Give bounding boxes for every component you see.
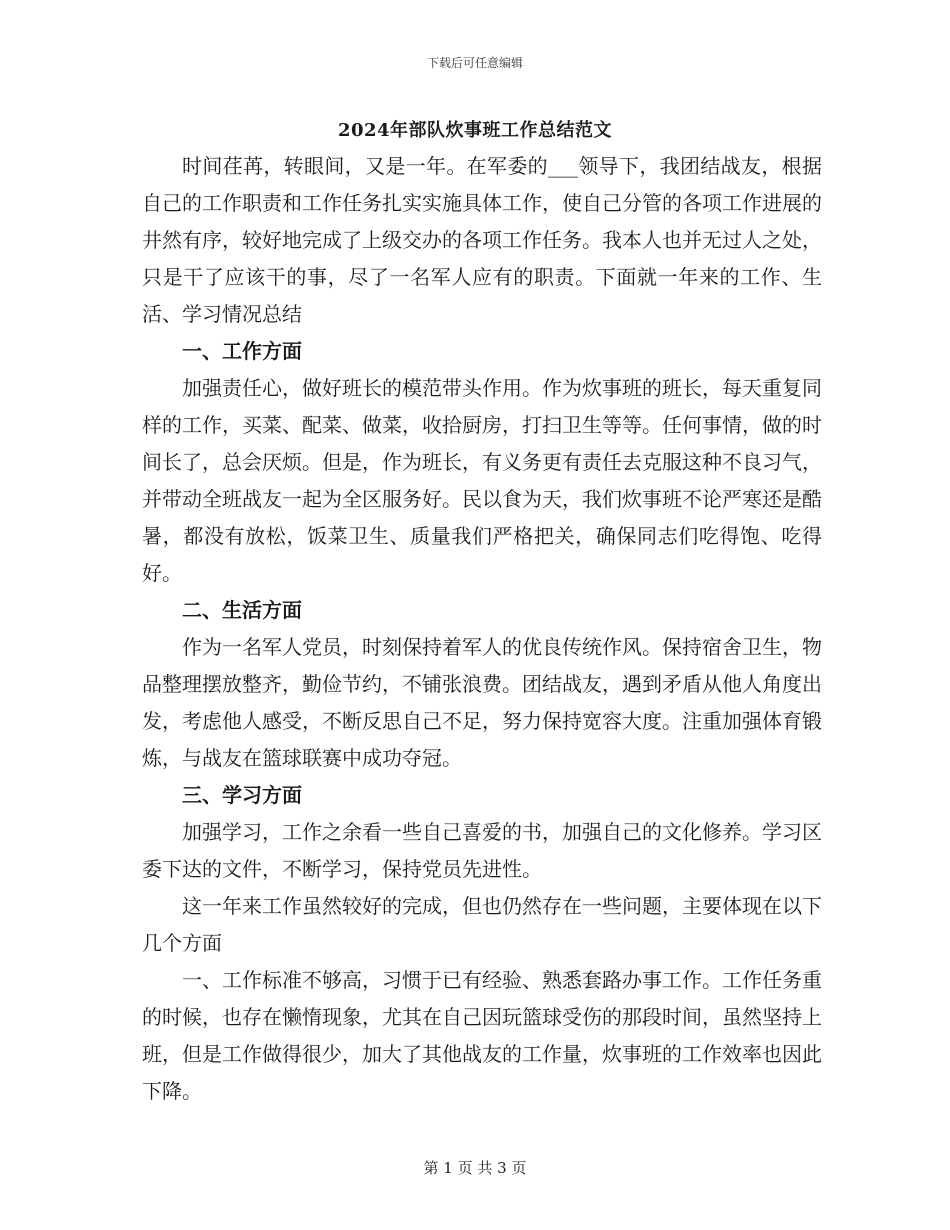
section-paragraph-study: 加强学习，工作之余看一些自己喜爱的书，加强自己的文化修养。学习区委下达的文件，不断学习，保持党员先进性。 xyxy=(142,820,822,881)
section-heading-study: 三、学习方面 xyxy=(182,783,302,807)
section-heading-work: 一、工作方面 xyxy=(182,339,302,363)
section-paragraph-life: 作为一名军人党员，时刻保持着军人的优良传统作风。保持宿舍卫生，物品整理摆放整齐，勤俭节约，不铺张浪费。团结战友，遇到矛盾从他人角度出发，考虑他人感受，不断反思自己不足，努力保持宽容大度。注重加强体育锻炼，与战友在篮球联赛中成功夺冠。 xyxy=(142,635,822,770)
intro-paragraph: 时间荏苒，转眼间，又是一年。在军委的___领导下，我团结战友，根据自己的工作职责和工作任务扎实实施具体工作，使自己分管的各项工作进展的井然有序，较好地完成了上级交办的各项工作任务。我本人也并无过人之处，只是干了应该干的事，尽了一名军人应有的职责。下面就一年来的工作、生活、学习情况总结 xyxy=(142,154,822,326)
document-body xyxy=(142,148,822,1110)
header-note: 下载后可任意编辑 xyxy=(426,56,523,70)
section-heading-life: 二、生活方面 xyxy=(182,598,302,622)
document-title: 2024年部队炊事班工作总结范文 xyxy=(337,120,613,141)
section-paragraph-work: 加强责任心，做好班长的模范带头作用。作为炊事班的班长，每天重复同样的工作，买菜、配菜、做菜，收拾厨房，打扫卫生等等。任何事情，做的时间长了，总会厌烦。但是，作为班长，有义务更有责任去克服这种不良习气，并带动全班战友一起为全区服务好。民以食为天，我们炊事班不论严寒还是酷暑，都没有放松，饭菜卫生、质量我们严格把关，确保同志们吃得饱、吃得好。 xyxy=(142,376,822,585)
page-footer: 第 1 页 共 3 页 xyxy=(423,1159,527,1177)
problems-intro-paragraph: 这一年来工作虽然较好的完成，但也仍然存在一些问题，主要体现在以下几个方面 xyxy=(142,894,822,955)
problem-1-paragraph: 一、工作标准不够高，习惯于已有经验、熟悉套路办事工作。工作任务重的时候，也存在懒惰现象，尤其在自己因玩篮球受伤的那段时间，虽然坚持上班，但是工作做得很少，加大了其他战友的工作量，炊事班的工作效率也因此下降。 xyxy=(142,968,822,1103)
